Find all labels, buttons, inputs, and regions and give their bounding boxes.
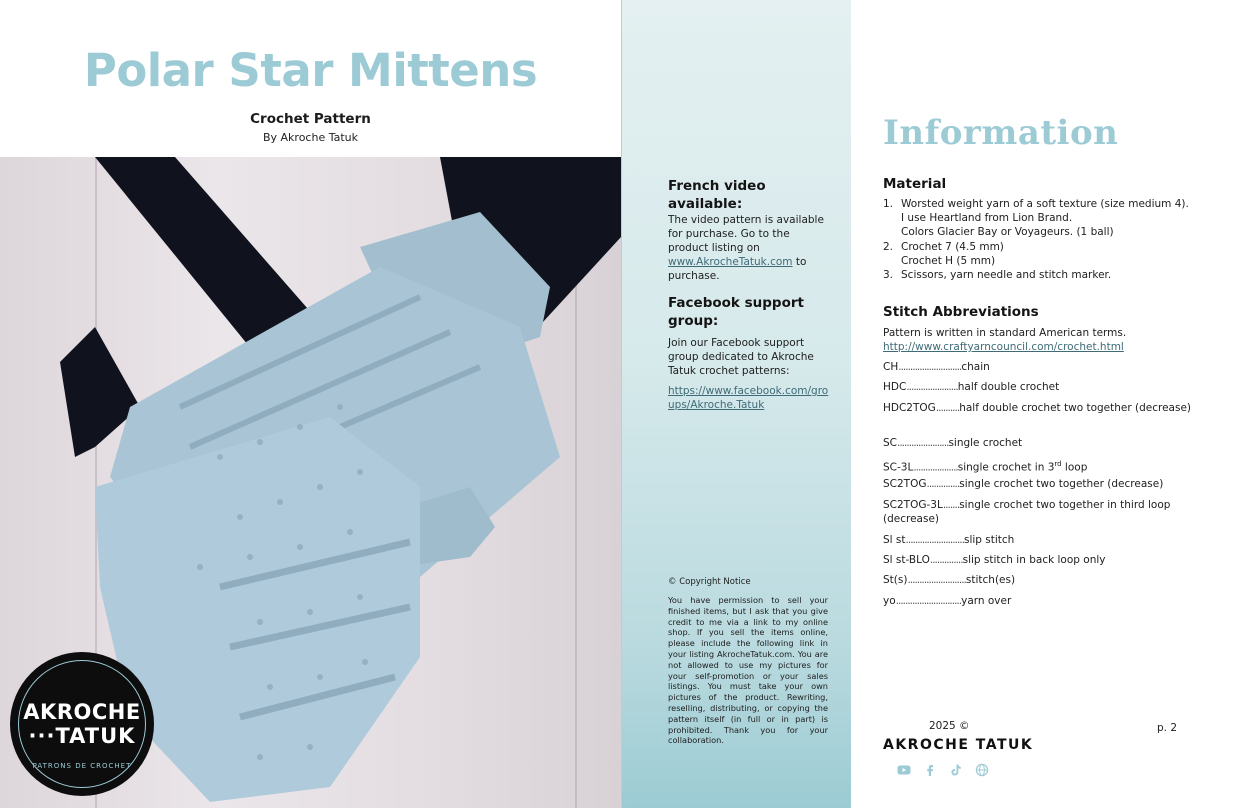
youtube-icon[interactable] — [897, 762, 911, 776]
pattern-subtitle: Crochet Pattern — [250, 111, 371, 127]
facebook-text: Join our Facebook support group dedicated to Akroche Tatuk crochet patterns: — [668, 337, 814, 377]
footer-year: 2025 © — [929, 720, 970, 732]
abbreviation-row — [883, 436, 1213, 450]
copyright-heading: © Copyright Notice — [668, 577, 751, 587]
abbreviation-row — [883, 360, 1213, 374]
akroche-tatuk-logo — [10, 652, 154, 796]
abbreviations-intro-text: Pattern is written in standard American terms. — [883, 327, 1127, 339]
copyright-section — [668, 577, 828, 746]
abbreviation-row — [883, 498, 1213, 526]
logo-line-2: ···TATUK — [28, 724, 136, 748]
abbreviation-meaning: slip stitch — [963, 534, 1015, 546]
material-item-line: Worsted weight yarn of a soft texture (size medium 4). — [901, 198, 1189, 210]
video-text — [668, 213, 833, 283]
material-item-line: Crochet H (5 mm) — [901, 254, 996, 267]
footer-brand: AKROCHE TATUK — [883, 737, 1034, 753]
copyright-text: You have permission to sell your finished items, but I ask that you give credit to me via a link to my online shop. If you sell the items online, please include the following link in your listing AkrocheTatuk.com. You are not allowed to use my pictures for your self-promotion or your sales listings. You must take your own pictures of the product. Rewriting, reselling, distributing, or copying the pattern itself (in full or in part) is prohibited. Thank you for your collaboration. — [668, 595, 828, 746]
material-item-number: 3. — [883, 269, 894, 282]
abbreviation-leader: .......... — [935, 402, 960, 414]
abbreviation-meaning: chain — [961, 361, 990, 373]
abbreviation-code: SC2TOG-3L — [883, 499, 943, 511]
abbreviations-intro — [883, 326, 1213, 354]
abbreviations-heading: Stitch Abbreviations — [883, 304, 1039, 320]
material-item — [883, 197, 1213, 240]
abbreviation-code: HDC — [883, 381, 907, 393]
social-links — [897, 762, 989, 776]
material-item-line: I use Heartland from Lion Brand. — [901, 212, 1073, 225]
sidebar-column — [622, 0, 851, 808]
abbreviation-code: SC2TOG — [883, 478, 927, 490]
material-heading: Material — [883, 176, 947, 192]
abbreviation-code: yo — [883, 595, 896, 607]
abbreviation-leader: .............. — [929, 554, 963, 566]
abbreviation-code: CH — [883, 361, 899, 373]
abbreviation-meaning: single crochet two together in third loop (decrease) — [883, 499, 1171, 525]
globe-icon[interactable] — [975, 762, 989, 776]
abbreviation-code: Sl st — [883, 534, 906, 546]
abbreviation-code: Sl st-BLO — [883, 554, 930, 566]
abbreviation-code: St(s) — [883, 574, 908, 586]
material-item-text — [901, 197, 1189, 240]
facebook-icon[interactable] — [923, 762, 937, 776]
logo-line-1: AKROCHE — [23, 700, 141, 724]
abbreviation-code: SC-3L — [883, 461, 914, 474]
abbreviation-leader: ......................... — [907, 574, 966, 586]
facebook-heading: Facebook support group: — [668, 295, 804, 329]
abbreviation-meaning: single crochet — [948, 437, 1023, 449]
facebook-group-link[interactable]: https://www.facebook.com/groups/Akroche.Tatuk — [668, 385, 829, 411]
abbreviation-row — [883, 457, 1213, 475]
logo-tagline: PATRONS DE CROCHET — [32, 762, 132, 770]
page-number: p. 2 — [1157, 722, 1178, 734]
abbreviation-leader: ............................ — [895, 595, 962, 607]
material-item — [883, 268, 1213, 282]
abbreviation-meaning: single crochet in 3 — [957, 461, 1055, 474]
abbreviation-leader: ......................... — [905, 534, 964, 546]
abbreviation-leader: ...................... — [897, 437, 949, 449]
video-text-before: The video pattern is available for purchase. Go to the product listing on — [668, 214, 824, 254]
facebook-section — [668, 294, 833, 412]
craft-yarn-council-link[interactable]: http://www.craftyarncouncil.com/crochet.html — [883, 341, 1124, 353]
material-list — [883, 197, 1213, 282]
abbreviation-leader: .............. — [926, 478, 960, 490]
pattern-byline: By Akroche Tatuk — [262, 131, 359, 144]
material-item-line: Scissors, yarn needle and stitch marker. — [901, 269, 1112, 282]
video-text-after: to purchase. — [668, 256, 807, 282]
abbreviation-code: SC — [883, 437, 897, 449]
abbreviation-leader: ...................... — [906, 381, 958, 393]
abbreviation-row — [883, 380, 1213, 394]
material-item-number: 1. — [883, 198, 894, 210]
abbreviation-leader: ....... — [942, 499, 960, 511]
abbreviation-code: HDC2TOG — [883, 402, 936, 414]
abbreviation-superscript: rd — [1054, 460, 1062, 468]
abbreviation-meaning-end: loop — [1061, 461, 1088, 474]
material-item-text — [901, 268, 1111, 282]
abbreviation-row — [883, 553, 1213, 567]
video-section — [668, 177, 833, 283]
abbreviation-leader: ................... — [913, 461, 958, 474]
abbreviation-row — [883, 594, 1213, 608]
abbreviation-meaning: half double crochet two together (decrease) — [959, 402, 1192, 414]
video-heading: French video available: — [668, 178, 766, 212]
cover-page — [0, 0, 621, 808]
abbreviation-meaning: slip stitch in back loop only — [962, 554, 1106, 566]
abbreviation-row — [883, 533, 1213, 547]
abbreviation-meaning: half double crochet — [957, 381, 1060, 393]
abbreviation-leader: ........................... — [898, 361, 962, 373]
abbreviation-row — [883, 477, 1213, 491]
material-item-line: Crochet 7 (4.5 mm) — [901, 240, 1004, 253]
shop-link[interactable]: www.AkrocheTatuk.com — [668, 256, 793, 268]
material-item-line: Colors Glacier Bay or Voyageurs. (1 ball) — [901, 226, 1114, 239]
material-item-text — [901, 240, 1004, 268]
tiktok-icon[interactable] — [949, 762, 963, 776]
material-item — [883, 240, 1213, 268]
information-title: Information — [883, 113, 1119, 153]
information-page — [851, 0, 1247, 808]
abbreviation-row — [883, 573, 1213, 587]
abbreviation-meaning: stitch(es) — [965, 574, 1016, 586]
abbreviation-meaning: yarn over — [961, 595, 1012, 607]
abbreviation-row — [883, 401, 1213, 415]
material-item-number: 2. — [883, 240, 894, 253]
abbreviation-meaning: single crochet two together (decrease) — [959, 478, 1164, 490]
pattern-title: Polar Star Mittens — [83, 44, 538, 97]
